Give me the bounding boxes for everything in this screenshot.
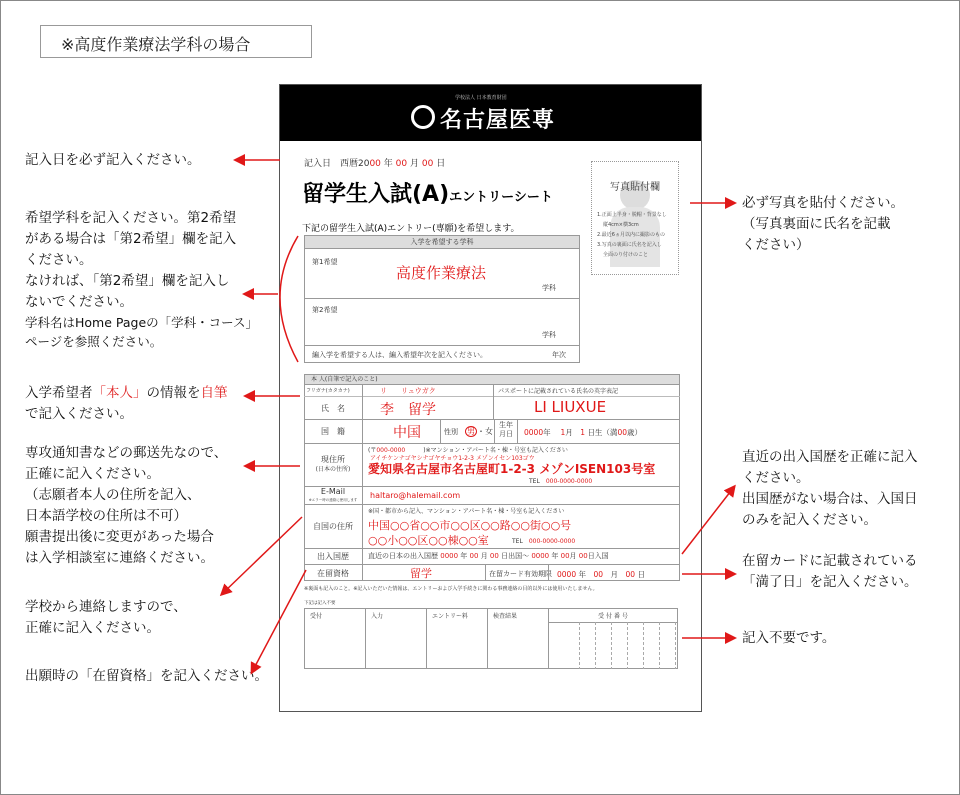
line: 学科名はHome Pageの「学科・コース」	[25, 315, 259, 330]
note-none: 記入不要です。	[742, 630, 836, 646]
t: 年	[578, 570, 586, 579]
t: 「本人」	[92, 385, 147, 401]
t: 留学生入試(A)	[302, 182, 450, 207]
sex-female[interactable]: ・女	[477, 427, 493, 436]
t: 年	[551, 552, 559, 560]
t: 年	[460, 552, 468, 560]
t: (〒	[368, 447, 377, 454]
t: 00	[593, 570, 604, 579]
furigana-label: フリガナ(カタカナ)	[306, 388, 350, 394]
dept-header: 入学を希望する学科	[304, 235, 580, 249]
home-address-line2[interactable]: ○○小○○区○○棟○○室	[368, 534, 489, 547]
t: 記入日 西暦20	[304, 159, 370, 169]
t: 日入国	[587, 552, 609, 560]
page-heading: ※高度作業療法学科の場合	[40, 25, 312, 58]
footnote: ※裏面も記入のこと。※記入いただいた情報は、エントリーおよび入学手続きに関わる事務連絡の目的以外には使用いたしません。	[304, 586, 598, 592]
name-en-value[interactable]: LI LIUXUE	[534, 398, 607, 416]
t: エントリーシート	[449, 190, 553, 205]
line: ください。	[25, 252, 93, 268]
status-label: 在留資格	[317, 569, 349, 578]
status-value[interactable]: 留学	[410, 567, 432, 580]
line: 直近の出入国歴を正確に記入	[742, 449, 918, 465]
line: なければ、「第2希望」欄を記入し	[25, 273, 230, 289]
nenji[interactable]: 年次	[552, 351, 566, 359]
t: 00	[469, 552, 479, 560]
office-col: エントリー料	[432, 613, 469, 620]
line: 1.正面上半身・脱帽・背景なし	[597, 212, 667, 218]
nationality-label: 国 籍	[321, 427, 345, 436]
zip-value[interactable]: 000-0000	[376, 447, 406, 454]
t: 00	[578, 552, 588, 560]
t: 月	[610, 570, 619, 579]
nationality-value[interactable]: 中国	[393, 425, 421, 441]
birth-label: 生年月日	[499, 421, 513, 438]
t: 現住所	[321, 455, 345, 464]
line: 出国歴がない場合は、入国日	[742, 491, 918, 507]
line: 縦4cm×横3cm	[603, 222, 639, 228]
first-choice-label: 第1希望	[312, 258, 338, 266]
line: （志願者本人の住所を記入、	[25, 487, 201, 503]
line: 日本語学校の住所は不可）	[25, 508, 187, 524]
travel-label: 出入国歴	[317, 552, 349, 561]
sex-male-selected[interactable]: 男	[467, 427, 475, 436]
bracket-dept	[280, 236, 298, 362]
t: 入学希望者	[25, 385, 93, 401]
t: E-Mail	[320, 487, 346, 496]
t: 0000	[524, 428, 544, 437]
line: 希望学科を記入ください。第2希望	[25, 210, 237, 226]
home-address-line1[interactable]: 中国○○省○○市○○区○○路○○街○○号	[368, 519, 572, 532]
t: 00	[489, 552, 499, 560]
sex-label: 性別	[444, 428, 458, 436]
arrow-travel	[682, 487, 734, 554]
t: TEL	[529, 478, 540, 485]
line: がある場合は「第2希望」欄を記入	[25, 231, 237, 247]
t: 1	[560, 428, 566, 437]
t: の情報を	[146, 385, 201, 401]
email-value[interactable]: haltaro@halemail.com	[370, 491, 461, 500]
line: （写真裏面に氏名を記載	[742, 216, 891, 232]
logo: 名古屋医専	[440, 108, 556, 133]
gakka: 学科	[542, 284, 556, 292]
t: 直近の日本の出入国歴	[368, 552, 438, 560]
t: (日本の住所)	[315, 466, 351, 473]
office-col: 受付	[310, 613, 323, 620]
t: 自筆	[200, 385, 228, 401]
self-header: 本 人(自筆で記入のこと)	[304, 374, 680, 385]
t: 00	[560, 552, 570, 560]
line: ください）	[742, 237, 810, 253]
card-label: 在留カード有効期限	[489, 570, 552, 578]
line: ないでください。	[25, 294, 133, 310]
t: 日生（満	[587, 428, 618, 437]
second-choice-label: 第2希望	[312, 306, 338, 314]
t: で記入ください。	[25, 406, 133, 422]
t: 月	[565, 428, 573, 437]
home-address-label: 自国の住所	[313, 522, 353, 531]
name-value[interactable]: 李 留学	[380, 402, 436, 418]
line: 3.写真の裏面に氏名を記入し	[597, 242, 662, 248]
photo-title: 写真貼付欄	[610, 182, 660, 193]
form-subtitle: 下記の留学生入試(A)エントリー(専願)を希望します。	[302, 224, 520, 234]
first-choice-value[interactable]: 高度作業療法	[396, 264, 487, 282]
t: ※エラー時の連絡に使用します	[308, 498, 358, 502]
t: 月	[569, 552, 577, 560]
note-date: 記入日を必ず記入ください。	[25, 152, 201, 168]
arrow-status	[252, 570, 306, 672]
line: 正確に記入ください。	[25, 466, 160, 482]
line: 全面のり付けのこと	[603, 252, 649, 258]
furigana-value[interactable]: リ リュウガク	[380, 387, 436, 395]
t: 年	[383, 159, 393, 169]
address-value[interactable]: 愛知県名古屋市名古屋町1-2-3 メゾンISEN103号室	[368, 462, 656, 476]
line: 学校から連絡しますので、	[25, 599, 187, 615]
note-status: 出願時の「在留資格」を記入ください。	[25, 668, 268, 684]
passport-label: パスポートに記載されている氏名の英字表記	[498, 388, 619, 395]
t: 月	[480, 552, 488, 560]
t: 0000	[440, 552, 459, 560]
address-kana[interactable]: アイチケンナゴヤシナゴヤチョウ1-2-3 メゾンイセン103ゴウ	[370, 455, 535, 462]
line: のみを記入ください。	[742, 512, 877, 528]
line: 専攻通知書などの郵送先なので、	[25, 445, 228, 461]
t: )※マンション・アパート名・棟・号室も記入ください	[423, 447, 568, 454]
office-col: 受 付 番 号	[598, 613, 628, 620]
t: 日	[436, 159, 446, 169]
t: 00	[395, 159, 408, 169]
gakka: 学科	[542, 331, 556, 339]
line: 2.最近6ヵ月以内に撮影のもの	[597, 232, 665, 238]
t: 0000	[531, 552, 550, 560]
home-note: ※国・都市から記入、マンション・アパート名・棟・号室も記入ください	[368, 508, 565, 515]
home-tel-value[interactable]: 000-0000-0000	[528, 538, 576, 545]
t: 0000	[557, 570, 577, 579]
arrow-contact	[222, 517, 302, 594]
transfer-label: 編入学を希望する人は、編入希望年次を記入ください。	[312, 351, 487, 359]
t: TEL	[512, 538, 523, 545]
line: 在留カードに記載されている	[742, 553, 918, 569]
line: は入学相談室に連絡ください。	[25, 550, 214, 566]
t: 歳）	[626, 428, 642, 437]
name-label: 氏 名	[321, 404, 345, 413]
t: 日出国～	[501, 552, 530, 560]
line: ページを参照ください。	[25, 334, 163, 349]
tel-value[interactable]: 000-0000-0000	[545, 478, 593, 485]
office-col: 検査結果	[493, 613, 518, 620]
t: 日	[637, 570, 645, 579]
office-col: 入力	[371, 613, 384, 620]
line: 必ず写真を貼付ください。	[742, 195, 904, 211]
line: 「満了日」を記入ください。	[742, 574, 918, 590]
t: 00	[625, 570, 636, 579]
t: 00	[369, 159, 381, 169]
line: 正確に記入ください。	[25, 620, 160, 636]
office-note: 下記は記入不要	[304, 601, 336, 606]
line: ください。	[742, 470, 810, 486]
t: 00	[617, 428, 627, 437]
line: 願書提出後に変更があった場合	[25, 529, 214, 545]
t: 1	[580, 428, 586, 437]
t: 月	[410, 159, 420, 169]
t: 年	[543, 428, 551, 437]
logo-subtext: 学校法人 日本教育財団	[455, 95, 507, 101]
t: 00	[421, 159, 434, 169]
